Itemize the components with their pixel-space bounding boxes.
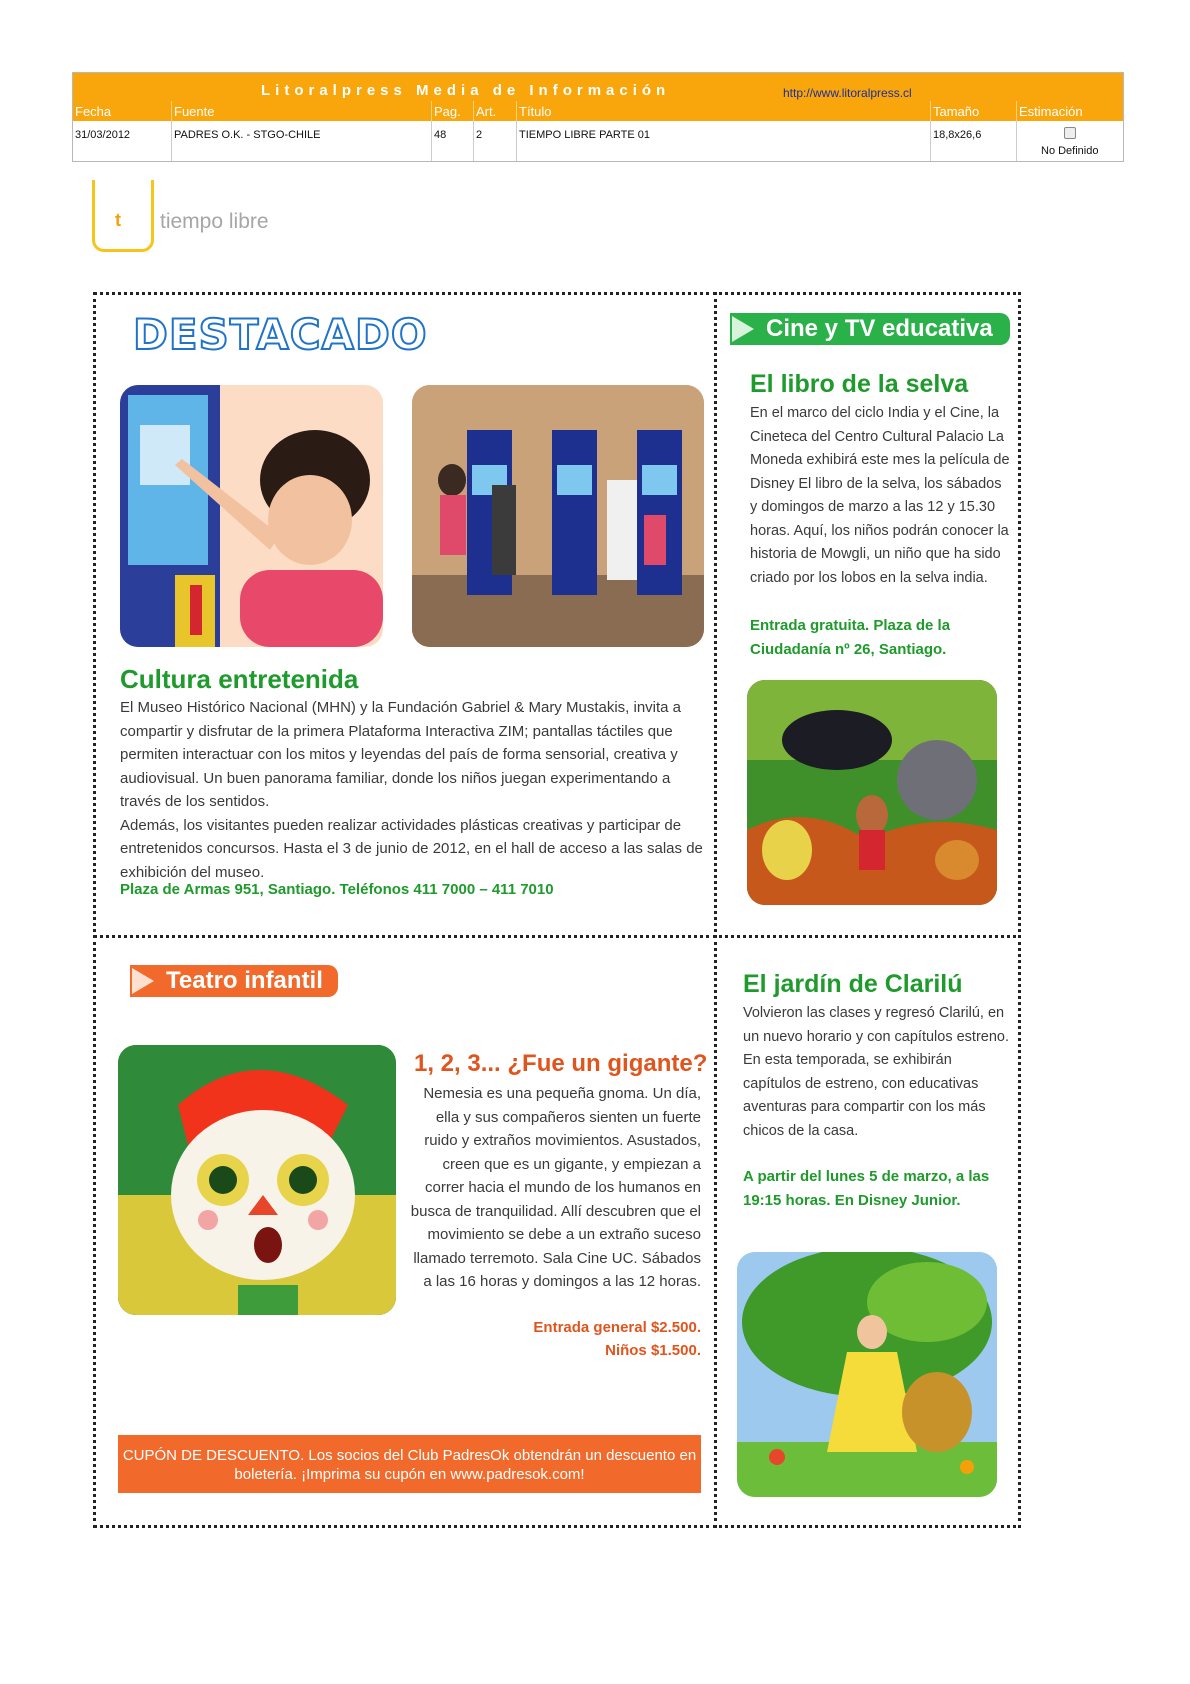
cine-heading: El libro de la selva [750, 370, 969, 398]
header-labels [73, 101, 1123, 121]
section-tab [92, 180, 154, 252]
teatro-body: Nemesia es una pequeña gnoma. Un día, ella y sus compañeros sienten un fuerte ruido y extraños movimientos. Asustados, creen que es un gigante, y empiezan a correr hacia el mundo de los humanos en busca de tranquilidad. Allí descubren que el movimiento se debe a un extraño suceso llamado terremoto. Sala Cine UC. Sábados a las 16 horas y domingos a las 12 horas. [410, 1085, 701, 1290]
label-fecha: Fecha [75, 104, 112, 119]
destacado-body [120, 696, 710, 884]
cine-body: En el marco del ciclo India y el Cine, la Cineteca del Centro Cultural Palacio La Moneda exhibirá este mes la película de Disney El libro de la selva, los sábados y domingos de marzo a las 12 y 15.30 horas. Aquí, los niños podrán conocer la historia de Mowgli, un niño que ha sido criado por los lobos en la selva india. [750, 405, 1010, 586]
label-art: Art. [473, 101, 496, 121]
destacado-paragraph: El Museo Histórico Nacional (MHN) y la Fundación Gabriel & Mary Mustakis, invita a compartir y disfrutar de la primera Plataforma Interactiva ZIM; pantallas táctiles que permiten interactuar con los mitos y leyendas del país de forma sensorial, creativa y audiovisual. Un buen panorama familiar, donde los niños juegan experimentando a través de los sentidos. [120, 699, 682, 810]
value-estimacion-cell [1016, 121, 1124, 161]
label-estimacion: Estimación [1016, 101, 1124, 121]
section-letter: t [115, 210, 121, 230]
teatro-prices [405, 1316, 701, 1362]
clarilu-body: Volvieron las clases y regresó Clarilú, en un nuevo horario y con capítulos estreno. En esta temporada, se exhibirán capítulos de estreno, con educativas aventuras para compartir con los más chicos de la casa. [743, 1005, 1009, 1139]
label-pag: Pag. [431, 101, 461, 121]
label-titulo: Título [516, 101, 552, 121]
photo-jungle-book [747, 680, 997, 905]
destacado-banner: DESTACADO [133, 310, 428, 359]
cine-info: Entrada gratuita. Plaza de la Ciudadanía nº 26, Santiago. [750, 617, 951, 658]
photo-clarilu-garden [737, 1252, 997, 1497]
estimacion-checkbox[interactable] [1064, 127, 1076, 139]
teatro-price-general: Entrada general $2.500. [533, 1319, 701, 1336]
ribbon-cine-label: Cine y TV educativa [766, 315, 993, 342]
destacado-address: Plaza de Armas 951, Santiago. Teléfonos 411 7000 – 411 7010 [120, 881, 554, 898]
photo-gnome-illustration [118, 1045, 396, 1315]
teatro-price-ninos: Niños $1.500. [605, 1342, 701, 1359]
brand-url[interactable]: http://www.litoralpress.cl [783, 86, 912, 100]
label-tamano: Tamaño [930, 101, 979, 121]
clarilu-heading: El jardín de Clarilú [743, 970, 963, 998]
header-banner [73, 73, 1123, 101]
value-tamano: 18,8x26,6 [930, 121, 981, 161]
photo-boy-touchscreen [120, 385, 383, 647]
value-pag: 48 [431, 121, 446, 161]
ribbon-teatro [130, 965, 338, 997]
value-fecha: 31/03/2012 [75, 129, 131, 141]
value-art: 2 [473, 121, 482, 161]
label-fuente: Fuente [171, 101, 214, 121]
brand-name: Litoralpress Media de Información [261, 82, 671, 99]
ribbon-cine [730, 313, 1010, 345]
clipping-header [72, 72, 1124, 162]
destacado-heading: Cultura entretenida [120, 664, 359, 694]
arrow-right-icon [132, 968, 154, 994]
clarilu-info: A partir del lunes 5 de marzo, a las 19:15 horas. En Disney Junior. [743, 1168, 990, 1209]
photo-zim-kiosks [412, 385, 704, 647]
ribbon-teatro-label: Teatro infantil [166, 967, 323, 994]
value-fuente: PADRES O.K. - STGO-CHILE [171, 121, 321, 161]
section-label: tiempo libre [160, 210, 269, 233]
discount-coupon: CUPÓN DE DESCUENTO. Los socios del Club PadresOk obtendrán un descuento en boletería. ¡Imprima su cupón en www.padresok.com! [118, 1435, 701, 1493]
value-estimacion: No Definido [1041, 145, 1099, 157]
value-titulo: TIEMPO LIBRE PARTE 01 [516, 121, 650, 161]
header-values [73, 121, 1123, 161]
arrow-right-icon [732, 316, 754, 342]
teatro-heading: 1, 2, 3... ¿Fue un gigante? [414, 1050, 708, 1077]
destacado-paragraph: Además, los visitantes pueden realizar actividades plásticas creativas y participar de entretenidos concursos. Hasta el 3 de junio de 2012, en el hall de acceso a las salas de exhibición del museo. [120, 816, 703, 881]
